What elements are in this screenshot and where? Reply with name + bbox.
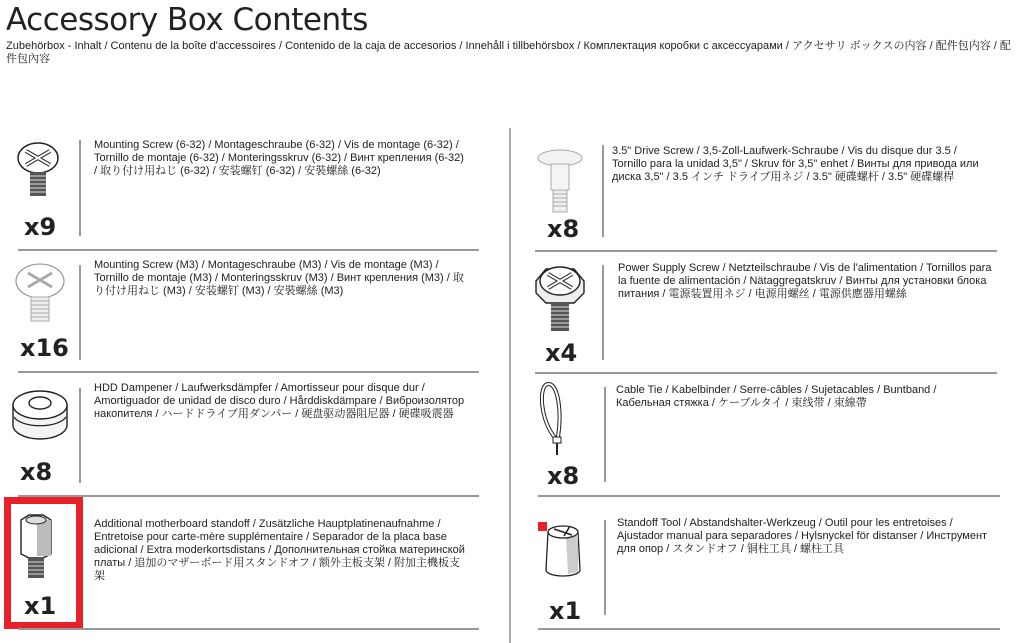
drive-screw-icon <box>535 148 585 218</box>
hdd-dampener-icon <box>10 385 70 445</box>
standoff-tool-icon <box>544 522 584 582</box>
item-description: Additional motherboard standoff / Zusätzliche Hauptplatinenaufnahme / Entretoise pour carte-mère supplémentaire / Separador de la placa base adicional / Extra moderkortsdistans / Дополнительная стойка материнской платы / 追加のマザーボード用スタンドオフ / 额外主板支架 / 附加主機板支架 <box>94 518 465 582</box>
quantity-label: x8 <box>547 215 580 243</box>
quantity-label: x8 <box>20 458 53 486</box>
item-description: Mounting Screw (6-32) / Montageschraube (6-32) / Vis de montage (6-32) / Tornillo de montaje (6-32) / Monteringsskruv (6-32) / Винт крепления (6-32) / 取り付け用ねじ (6-32) / 安装螺钉 (6-32) / 安裝螺絲 (6-32) <box>94 139 464 177</box>
quantity-label: x9 <box>24 213 57 241</box>
item-description: Cable Tie / Kabelbinder / Serre-câbles / Sujetacables / Buntband / Кабельная стяжка / ケーブルタイ / 束线带 / 束線帶 <box>616 384 937 409</box>
quantity-label: x16 <box>20 334 69 362</box>
item-description: Standoff Tool / Abstandshalter-Werkzeug / Outil pour les entretoises / Ajustador manual para separadores / Hylsnyckel för distanser / Инструмент для опор / スタンドオフ / 铜柱工具 / 螺柱工具 <box>617 517 988 555</box>
page-title: Accessory Box Contents <box>6 2 368 38</box>
motherboard-standoff-icon <box>17 512 57 582</box>
page-subtitle: Zubehörbox - Inhalt / Contenu de la boîte d'accessoires / Contenido de la caja de accesorios / Innehåll i tillbehörsbox / Комплектация коробки с аксессуарами / アクセサリ ボックスの内容 / 配件包内容 / 配件包內容 <box>6 40 1011 65</box>
item-description: Power Supply Screw / Netzteilschraube / Vis de l'alimentation / Tornillos para la fuente de alimentación / Nätaggregatskruv / Винты для установки блока питания / 電源装置用ネジ / 电源用螺丝 / 電源供應器用螺絲 <box>618 262 992 300</box>
item-description: HDD Dampener / Laufwerksdämpfer / Amortisseur pour disque dur / Amortiguador de unidad de disco duro / Hårddiskdämpare / Виброизолятор накопителя / ハードドライブ用ダンパー / 硬盘驱动器阻尼器 / 硬碟吸震器 <box>94 382 465 420</box>
mounting-screw-m3-icon <box>14 261 66 325</box>
item-description: 3.5" Drive Screw / 3,5-Zoll-Laufwerk-Schraube / Vis du disque dur 3.5 / Tornillo para la unidad 3,5" / Skruv för 3,5" enhet / Винты для привода или диска 3,5" / 3.5 インチ ドライブ用ネジ / 3.5" 硬碟螺杆 / 3.5" 硬碟螺桿 <box>612 145 979 183</box>
quantity-label: x1 <box>549 597 582 625</box>
column-divider <box>509 128 511 643</box>
quantity-label: x1 <box>24 592 57 620</box>
power-supply-screw-icon <box>532 263 588 335</box>
quantity-label: x4 <box>545 339 578 367</box>
mounting-screw-6-32-icon <box>16 140 60 200</box>
quantity-label: x8 <box>547 462 580 490</box>
cable-tie-icon <box>538 381 574 457</box>
item-description: Mounting Screw (M3) / Montageschraube (M3) / Vis de montage (M3) / Tornillo de montaje (M3) / Monteringsskruv (M3) / Винт крепления (M3) / 取り付け用ねじ (M3) / 安装螺钉 (M3) / 安裝螺絲 (M3) <box>94 259 464 297</box>
